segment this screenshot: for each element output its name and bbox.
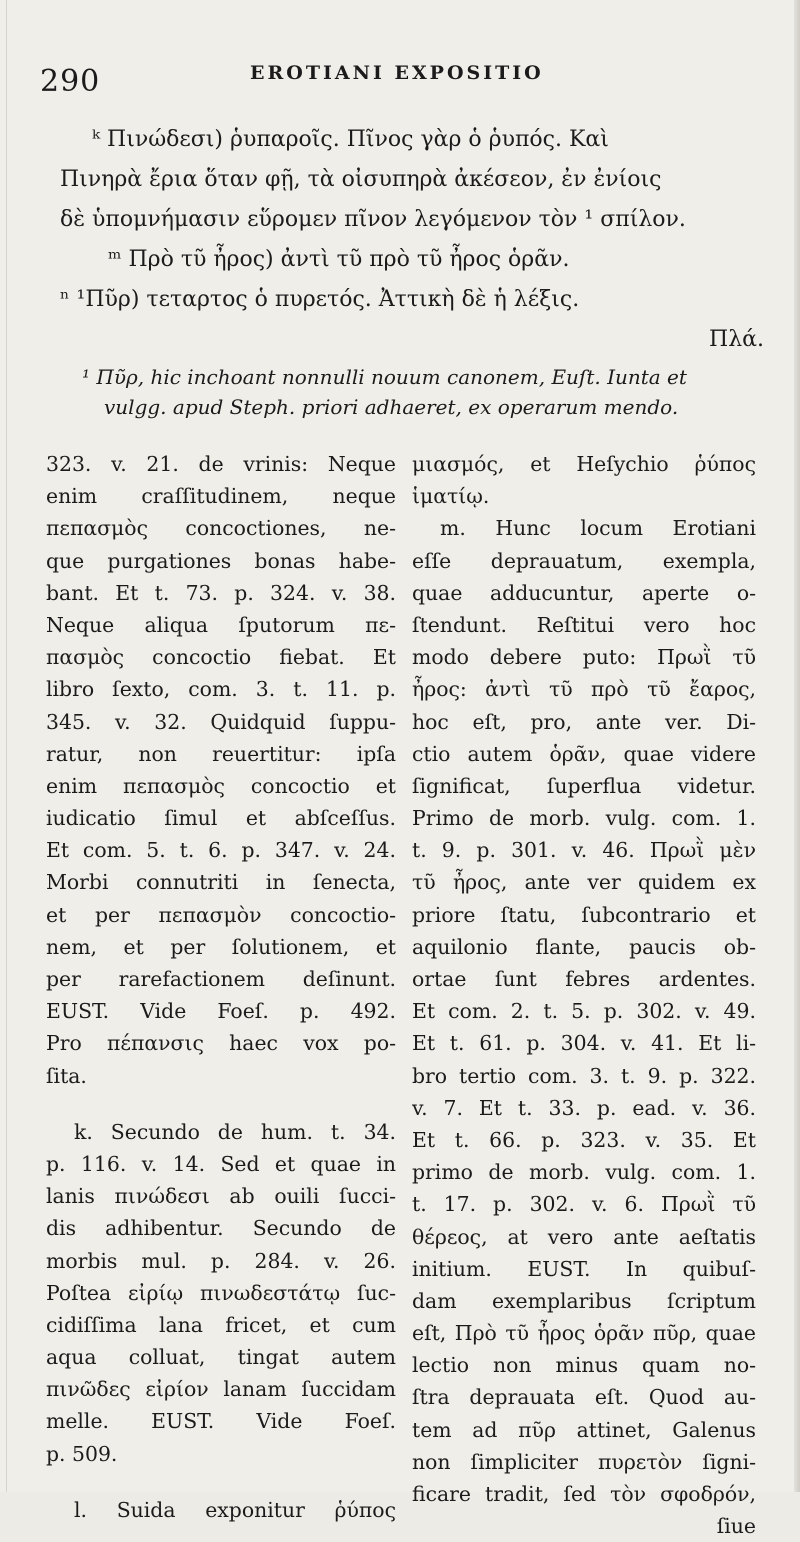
greek-line bbox=[60, 200, 764, 240]
critical-footnote bbox=[60, 362, 766, 422]
text-line: t. 9. p. 301. v. 46. Πρωῒ μὲν bbox=[412, 838, 756, 863]
text-line: t. 17. p. 302. v. 6. Πρωῒ τῦ bbox=[412, 1192, 756, 1217]
greek-line bbox=[60, 160, 764, 200]
greek-text-block bbox=[60, 120, 764, 360]
text-line: dam exemplaribus ſcriptum bbox=[412, 1288, 756, 1313]
page-left-edge bbox=[6, 0, 7, 1492]
text-line: 345. v. 32. Quidquid ſuppu- bbox=[46, 709, 396, 734]
text-line: morbis mul. p. 284. v. 26. bbox=[46, 1248, 396, 1273]
page-number: 290 bbox=[40, 64, 101, 99]
text-line: ſita. bbox=[46, 1063, 87, 1088]
greek-line bbox=[60, 280, 764, 320]
text-line: bro tertio com. 3. t. 9. p. 322. bbox=[412, 1063, 756, 1088]
text-line: ficare tradit, ſed τὸν σφοδρόν, bbox=[412, 1482, 756, 1506]
text-line: iudicatio ſimul et abſceſſus. bbox=[46, 806, 396, 831]
text-line: Et t. 61. p. 304. v. 41. Et li- bbox=[412, 1031, 756, 1056]
text-line: v. 7. Et t. 33. p. ead. v. 36. bbox=[412, 1095, 756, 1120]
text-line: l. Suida exponitur ῥύπος bbox=[74, 1497, 396, 1522]
text-line: ſignificat, ſuperflua videtur. bbox=[412, 773, 756, 798]
text-line: non ſimpliciter πυρετὸν ſigni- bbox=[412, 1449, 756, 1474]
footnote-line: ¹ Πῦρ, hic inchoant nonnulli nouum canonem, Euſt. Iunta et bbox=[82, 365, 687, 389]
greek-line bbox=[60, 120, 764, 160]
text-line: Et t. 66. p. 323. v. 35. Et bbox=[412, 1127, 756, 1152]
page-right-edge bbox=[794, 0, 800, 1492]
text-line: aqua colluat, tingat autem bbox=[46, 1345, 396, 1370]
greek-line-text: Πινηρὰ ἔρια ὅταν φῇ, τὰ οἰσυπηρὰ ἀκέσεον, ἐν ἐνίοις bbox=[60, 167, 662, 192]
text-line: modo debere puto: Πρωῒ τῦ bbox=[412, 645, 756, 670]
text-line: primo de morb. vulg. com. 1. bbox=[412, 1160, 756, 1185]
text-line: ctio autem ὁρᾶν, quae videre bbox=[412, 741, 756, 766]
greek-line-text: ᵐ Πρὸ τῦ ἦρος) ἀντὶ τῦ πρὸ τῦ ἦρος ὁρᾶν. bbox=[108, 247, 570, 272]
greek-line-text: δὲ ὑπομνήμασιν εὕρομεν πῖνον λεγόμενον τὸν ¹ σπίλον. bbox=[60, 207, 686, 232]
text-line: EUST. Vide Foeſ. p. 492. bbox=[46, 999, 396, 1024]
text-line: ἱματίῳ. bbox=[412, 484, 490, 509]
greek-line bbox=[60, 240, 764, 280]
text-line: 323. v. 21. de vrinis: Neque bbox=[46, 452, 396, 476]
text-line: Pro πέπανσις haec vox po- bbox=[46, 1031, 396, 1056]
text-line: πινῶδες εἰρίον lanam ſuccidam bbox=[46, 1377, 396, 1402]
right-column bbox=[412, 448, 756, 1542]
text-line: enim craſſitudinem, neque bbox=[46, 484, 396, 509]
text-line: que purgationes bonas habe- bbox=[46, 548, 396, 573]
page-header bbox=[36, 58, 760, 98]
greek-line-text: ⁿ ¹Πῦρ) τεταρτος ὁ πυρετός. Ἀττικὴ δὲ ἡ λέξις. bbox=[60, 287, 580, 312]
text-line: Primo de morb. vulg. com. 1. bbox=[412, 806, 756, 831]
text-line: πεπασμὸς concoctiones, ne- bbox=[46, 516, 396, 541]
text-line: μιασμός, et Heſychio ῥύπος bbox=[412, 452, 756, 476]
catchword: ſiue bbox=[716, 1514, 756, 1539]
text-line: cidiſſima lana fricet, et cum bbox=[46, 1312, 396, 1337]
text-line: initium. EUST. In quibuſ- bbox=[412, 1256, 756, 1281]
text-line: Morbi connutriti in ſenecta, bbox=[46, 870, 396, 895]
text-line: ortae ſunt febres ardentes. bbox=[412, 967, 756, 991]
text-line: Et com. 2. t. 5. p. 302. v. 49. bbox=[412, 999, 756, 1024]
greek-line-text: ᵏ Πινώδεσι) ῥυπαροῖς. Πῖνος γὰρ ὁ ῥυπός. Καὶ bbox=[92, 127, 609, 152]
text-line: hoc eſt, pro, ante ver. Di- bbox=[412, 709, 756, 734]
text-line: Neque aliqua ſputorum πε- bbox=[46, 612, 396, 637]
footnote-line: vulgg. apud Steph. priori adhaeret, ex operarum mendo. bbox=[104, 395, 679, 419]
running-head: EROTIANI EXPOSITIO bbox=[250, 62, 544, 84]
text-line: nem, et per ſolutionem, et bbox=[46, 934, 396, 959]
text-line: lectio non minus quam no- bbox=[412, 1353, 756, 1378]
greek-line bbox=[60, 320, 764, 360]
text-line: τῦ ἦρος, ante ver quidem ex bbox=[412, 870, 756, 895]
text-line: ſtendunt. Reſtitui vero hoc bbox=[412, 612, 756, 637]
text-line: melle. EUST. Vide Foeſ. bbox=[46, 1409, 396, 1434]
text-line: libro ſexto, com. 3. t. 11. p. bbox=[46, 677, 396, 702]
text-line: quae adducuntur, aperte o- bbox=[412, 580, 756, 605]
text-line: Et com. 5. t. 6. p. 347. v. 24. bbox=[46, 838, 396, 863]
text-line: p. 509. bbox=[46, 1441, 118, 1466]
paragraph-gap bbox=[46, 1092, 396, 1116]
text-line: eſſe deprauatum, exempla, bbox=[412, 548, 756, 573]
text-line: θέρεος, at vero ante aeſtatis bbox=[412, 1224, 756, 1249]
text-line: et per πεπασμὸν concoctio- bbox=[46, 902, 396, 927]
text-line: Poſtea εἰρίῳ πινωδεστάτῳ ſuc- bbox=[46, 1280, 396, 1305]
text-line: priore ſtatu, ſubcontrario et bbox=[412, 902, 756, 927]
text-line: p. 116. v. 14. Sed et quae in bbox=[46, 1151, 396, 1176]
left-column bbox=[46, 448, 396, 1526]
text-line: eſt, Πρὸ τῦ ἦρος ὁρᾶν πῦρ, quae bbox=[412, 1321, 756, 1346]
text-line: enim πεπασμὸς concoctio et bbox=[46, 773, 396, 798]
text-line: lanis πινώδεσι ab ouili ſucci- bbox=[46, 1184, 396, 1209]
text-line: ἦρος: ἀντὶ τῦ πρὸ τῦ ἔαρος, bbox=[412, 677, 756, 702]
greek-line-text: Πλά. bbox=[709, 327, 764, 352]
text-line: per rarefactionem deſinunt. bbox=[46, 967, 396, 991]
text-line: πασμὸς concoctio fiebat. Et bbox=[46, 645, 396, 670]
text-line: tem ad πῦρ attinet, Galenus bbox=[412, 1417, 756, 1442]
text-line: dis adhibentur. Secundo de bbox=[46, 1216, 396, 1241]
text-line: ſtra deprauata eſt. Quod au- bbox=[412, 1385, 756, 1410]
text-line: bant. Et t. 73. p. 324. v. 38. bbox=[46, 580, 396, 605]
text-line: m. Hunc locum Erotiani bbox=[440, 516, 756, 541]
paragraph-gap bbox=[46, 1470, 396, 1494]
text-line: aquilonio flante, paucis ob- bbox=[412, 934, 756, 959]
text-line: ratur, non reuertitur: ipſa bbox=[46, 741, 396, 766]
text-line: k. Secundo de hum. t. 34. bbox=[74, 1119, 396, 1144]
